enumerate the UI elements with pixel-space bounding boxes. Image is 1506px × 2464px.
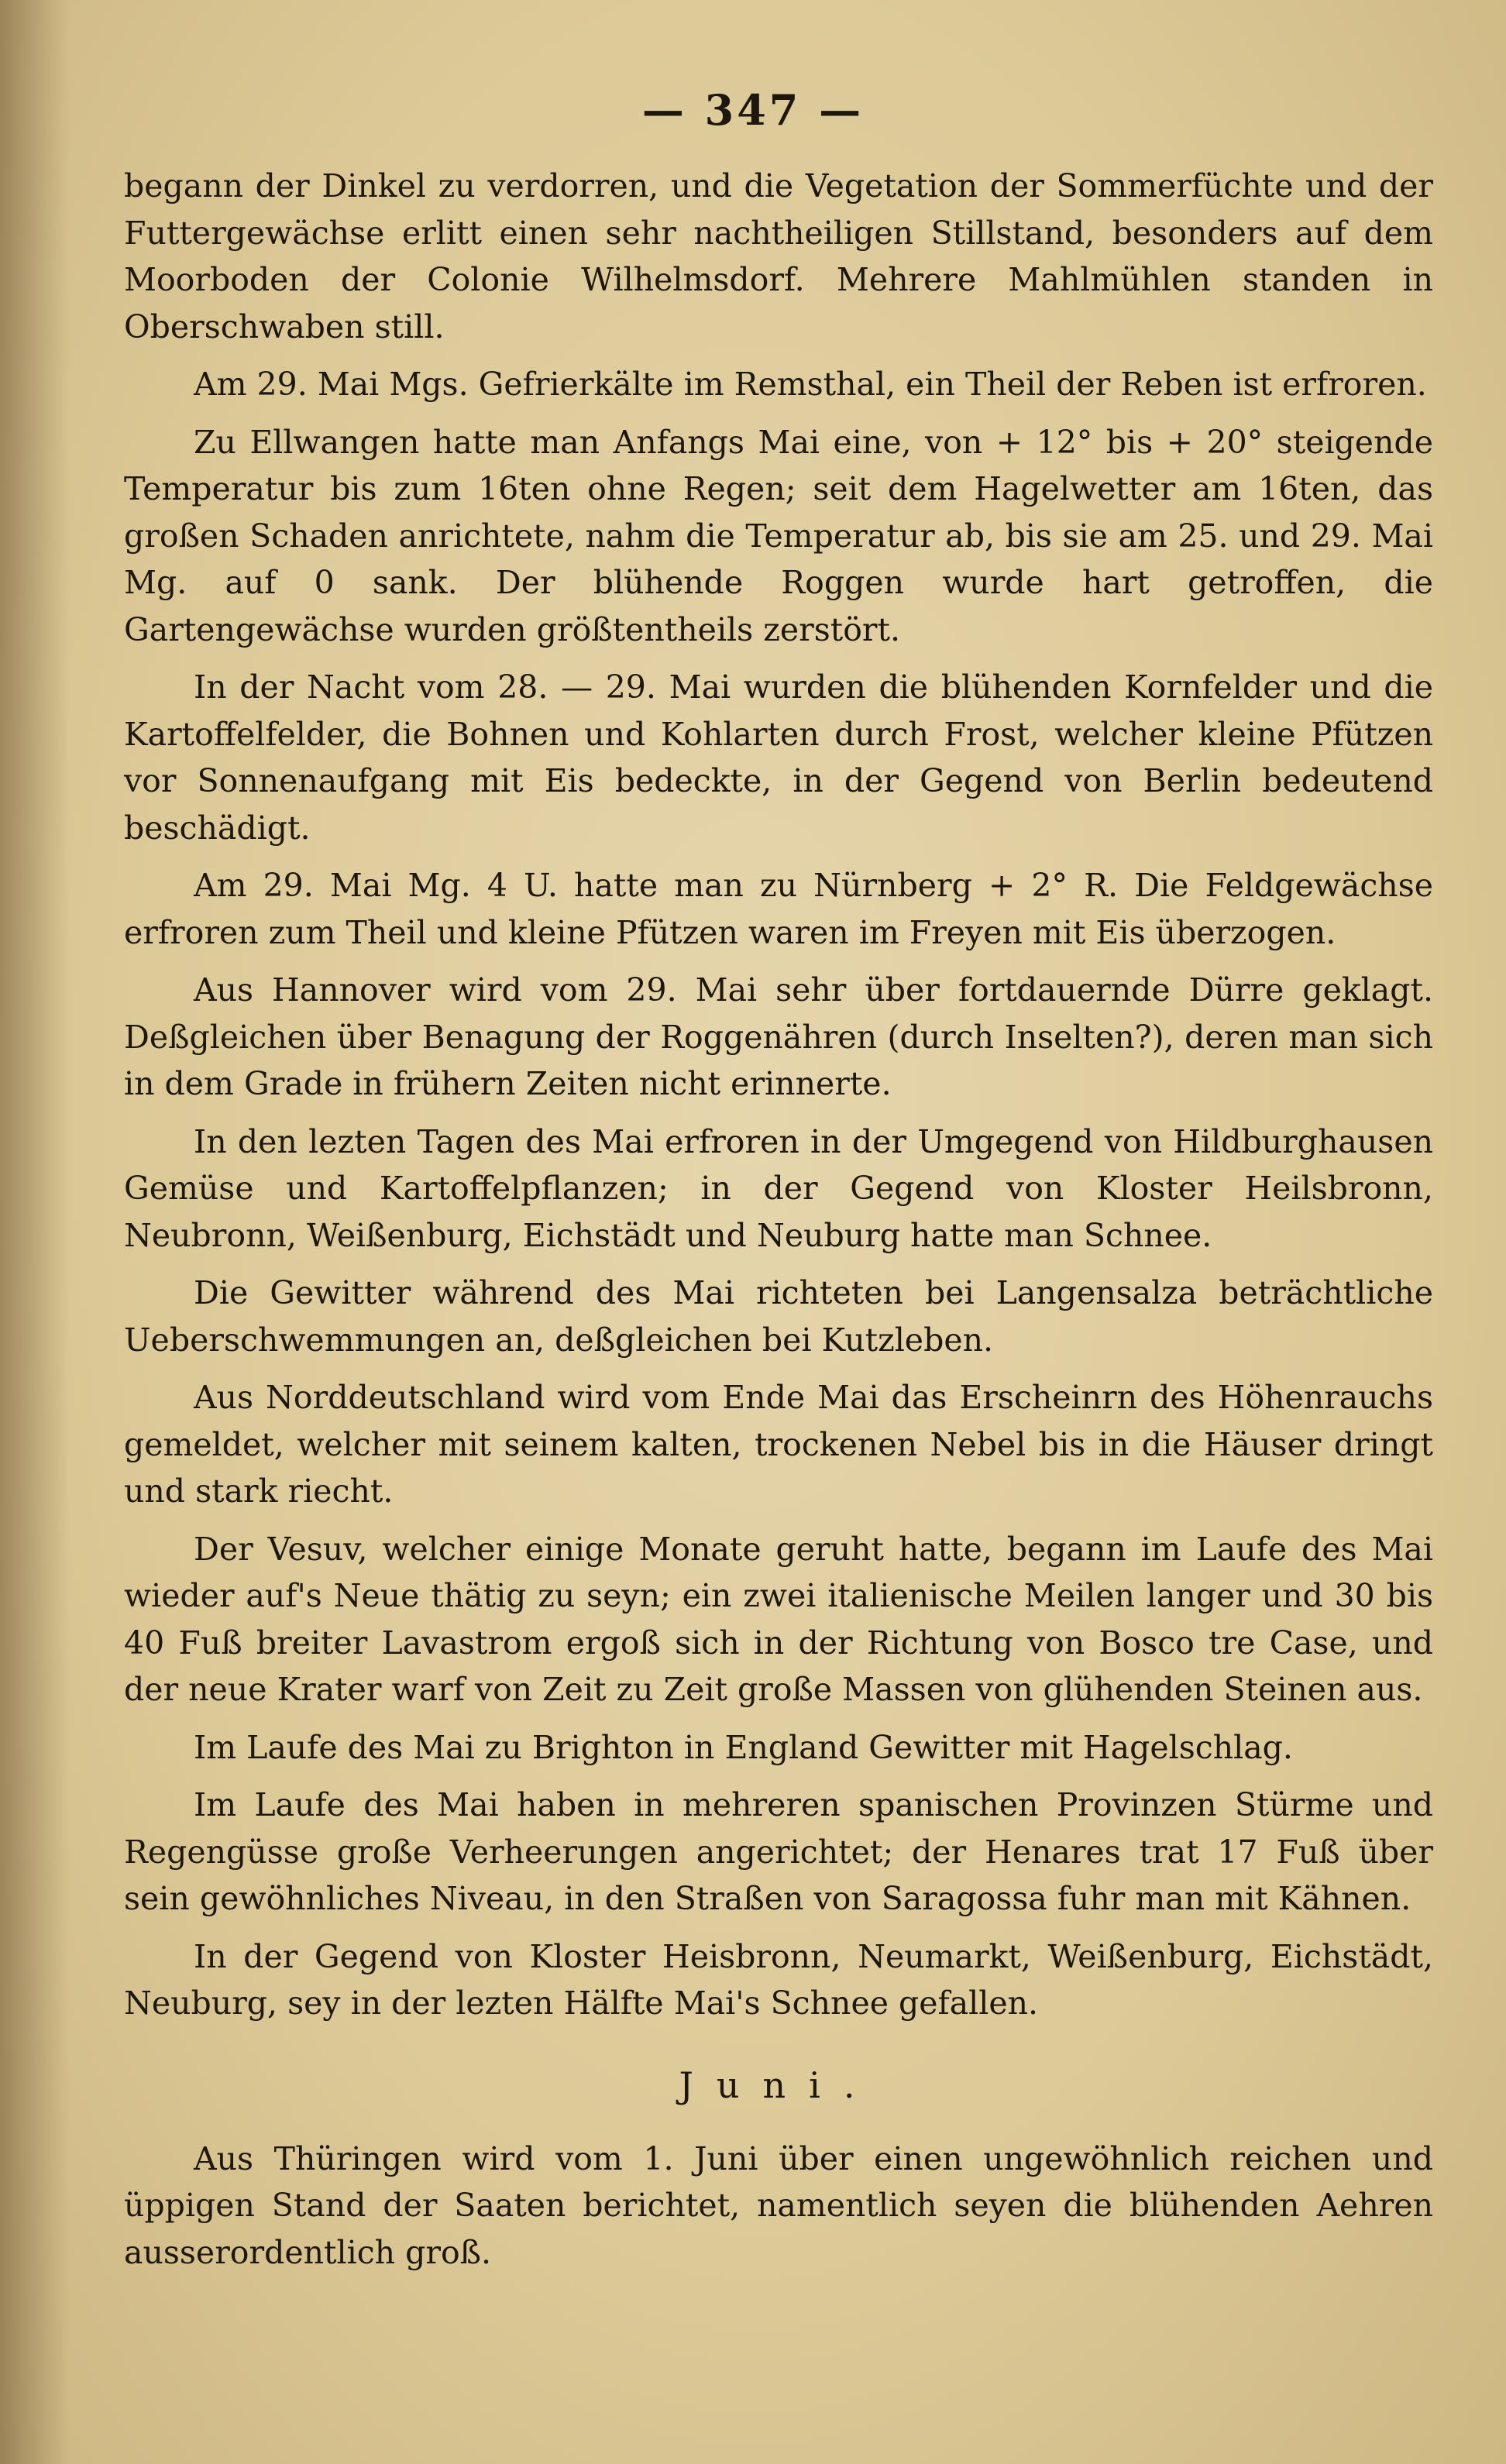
paragraph-continuation: begann der Dinkel zu verdorren, und die Vegetation der Sommerfüchte und der Futtergewächse erlitt einen sehr nachtheiligen Stillstand, besonders auf dem Moorboden der Colonie Wilhelmsdorf. Mehrere Mahlmühlen standen in Oberschwaben still. xyxy=(124,167,1433,345)
paragraph-ellwangen: Zu Ellwangen hatte man Anfangs Mai eine, von + 12° bis + 20° steigende Temperatur bis zum 16ten ohne Regen; seit dem Hagelwetter am 16ten, das großen Schaden anrichtete, nahm die Temperatur ab, bis sie am 25. und 29. Mai Mg. auf 0 sank. Der blühende Roggen wurde hart getroffen, die Gartengewächse wurden größtentheils zerstört. xyxy=(124,423,1433,648)
paragraph-norddeutschland: Aus Norddeutschland wird vom Ende Mai das Erscheinrn des Höhenrauchs gemeldet, welcher mit seinem kalten, trockenen Nebel bis in die Häuser dringt und stark riecht. xyxy=(124,1379,1433,1510)
paragraph-langensalza: Die Gewitter während des Mai richteten bei Langensalza beträchtliche Ueberschwemmungen an, deßgleichen bei Kutzleben. xyxy=(124,1274,1433,1359)
page-text xyxy=(124,163,1433,2287)
paragraph-heisbronn: In der Gegend von Kloster Heisbronn, Neumarkt, Weißenburg, Eichstädt, Neuburg, sey in der lezten Hälfte Mai's Schnee gefallen. xyxy=(124,1937,1433,2022)
paragraph-brighton: Im Laufe des Mai zu Brighton in England Gewitter mit Hagelschlag. xyxy=(194,1728,1293,1766)
paragraph-thueringen: Aus Thüringen wird vom 1. Juni über einen ungewöhnlich reichen und üppigen Stand der Saaten berichtet, namentlich seyen die blühenden Aehren ausserordentlich groß. xyxy=(124,2139,1433,2271)
paragraph-spanien: Im Laufe des Mai haben in mehreren spanischen Provinzen Stürme und Regengüsse große Verheerungen angerichtet; der Henares trat 17 Fuß über sein gewöhnliches Niveau, in den Straßen von Saragossa fuhr man mit Kähnen. xyxy=(124,1786,1433,1917)
paragraph-vesuv: Der Vesuv, welcher einige Monate geruht hatte, begann im Laufe des Mai wieder auf's Neue thätig zu seyn; ein zwei italienische Meilen langer und 30 bis 40 Fuß breiter Lavastrom ergoß sich in der Richtung von Bosco tre Case, und der neue Krater warf von Zeit zu Zeit große Massen von glühenden Steinen aus. xyxy=(124,1530,1433,1708)
paragraph-hannover: Aus Hannover wird vom 29. Mai sehr über fortdauernde Dürre geklagt. Deßgleichen über Benagung der Roggenähren (durch Inselten?), deren man sich in dem Grade in frühern Zeiten nicht erinnerte. xyxy=(124,971,1433,1102)
paragraph-berlin: In der Nacht vom 28. — 29. Mai wurden die blühenden Kornfelder und die Kartoffelfelder, die Bohnen und Kohlarten durch Frost, welcher kleine Pfützen vor Sonnenaufgang mit Eis bedeckte, in der Gegend von Berlin bedeutend beschädigt. xyxy=(124,668,1433,847)
section-heading-juni: Juni. xyxy=(679,2064,878,2106)
page-number: — 347 — xyxy=(641,85,865,135)
paragraph-remsthal: Am 29. Mai Mgs. Gefrierkälte im Remsthal, ein Theil der Reben ist erfroren. xyxy=(194,366,1427,403)
paragraph-hildburghausen: In den lezten Tagen des Mai erfroren in der Umgegend von Hildburghausen Gemüse und Kartoffelpflanzen; in der Gegend von Kloster Heilsbronn, Neubronn, Weißenburg, Eichstädt und Neuburg hatte man Schnee. xyxy=(124,1122,1433,1254)
paragraph-nuernberg: Am 29. Mai Mg. 4 U. hatte man zu Nürnberg + 2° R. Die Feldgewächse erfroren zum Theil und kleine Pfützen waren im Freyen mit Eis überzogen. xyxy=(124,867,1433,951)
